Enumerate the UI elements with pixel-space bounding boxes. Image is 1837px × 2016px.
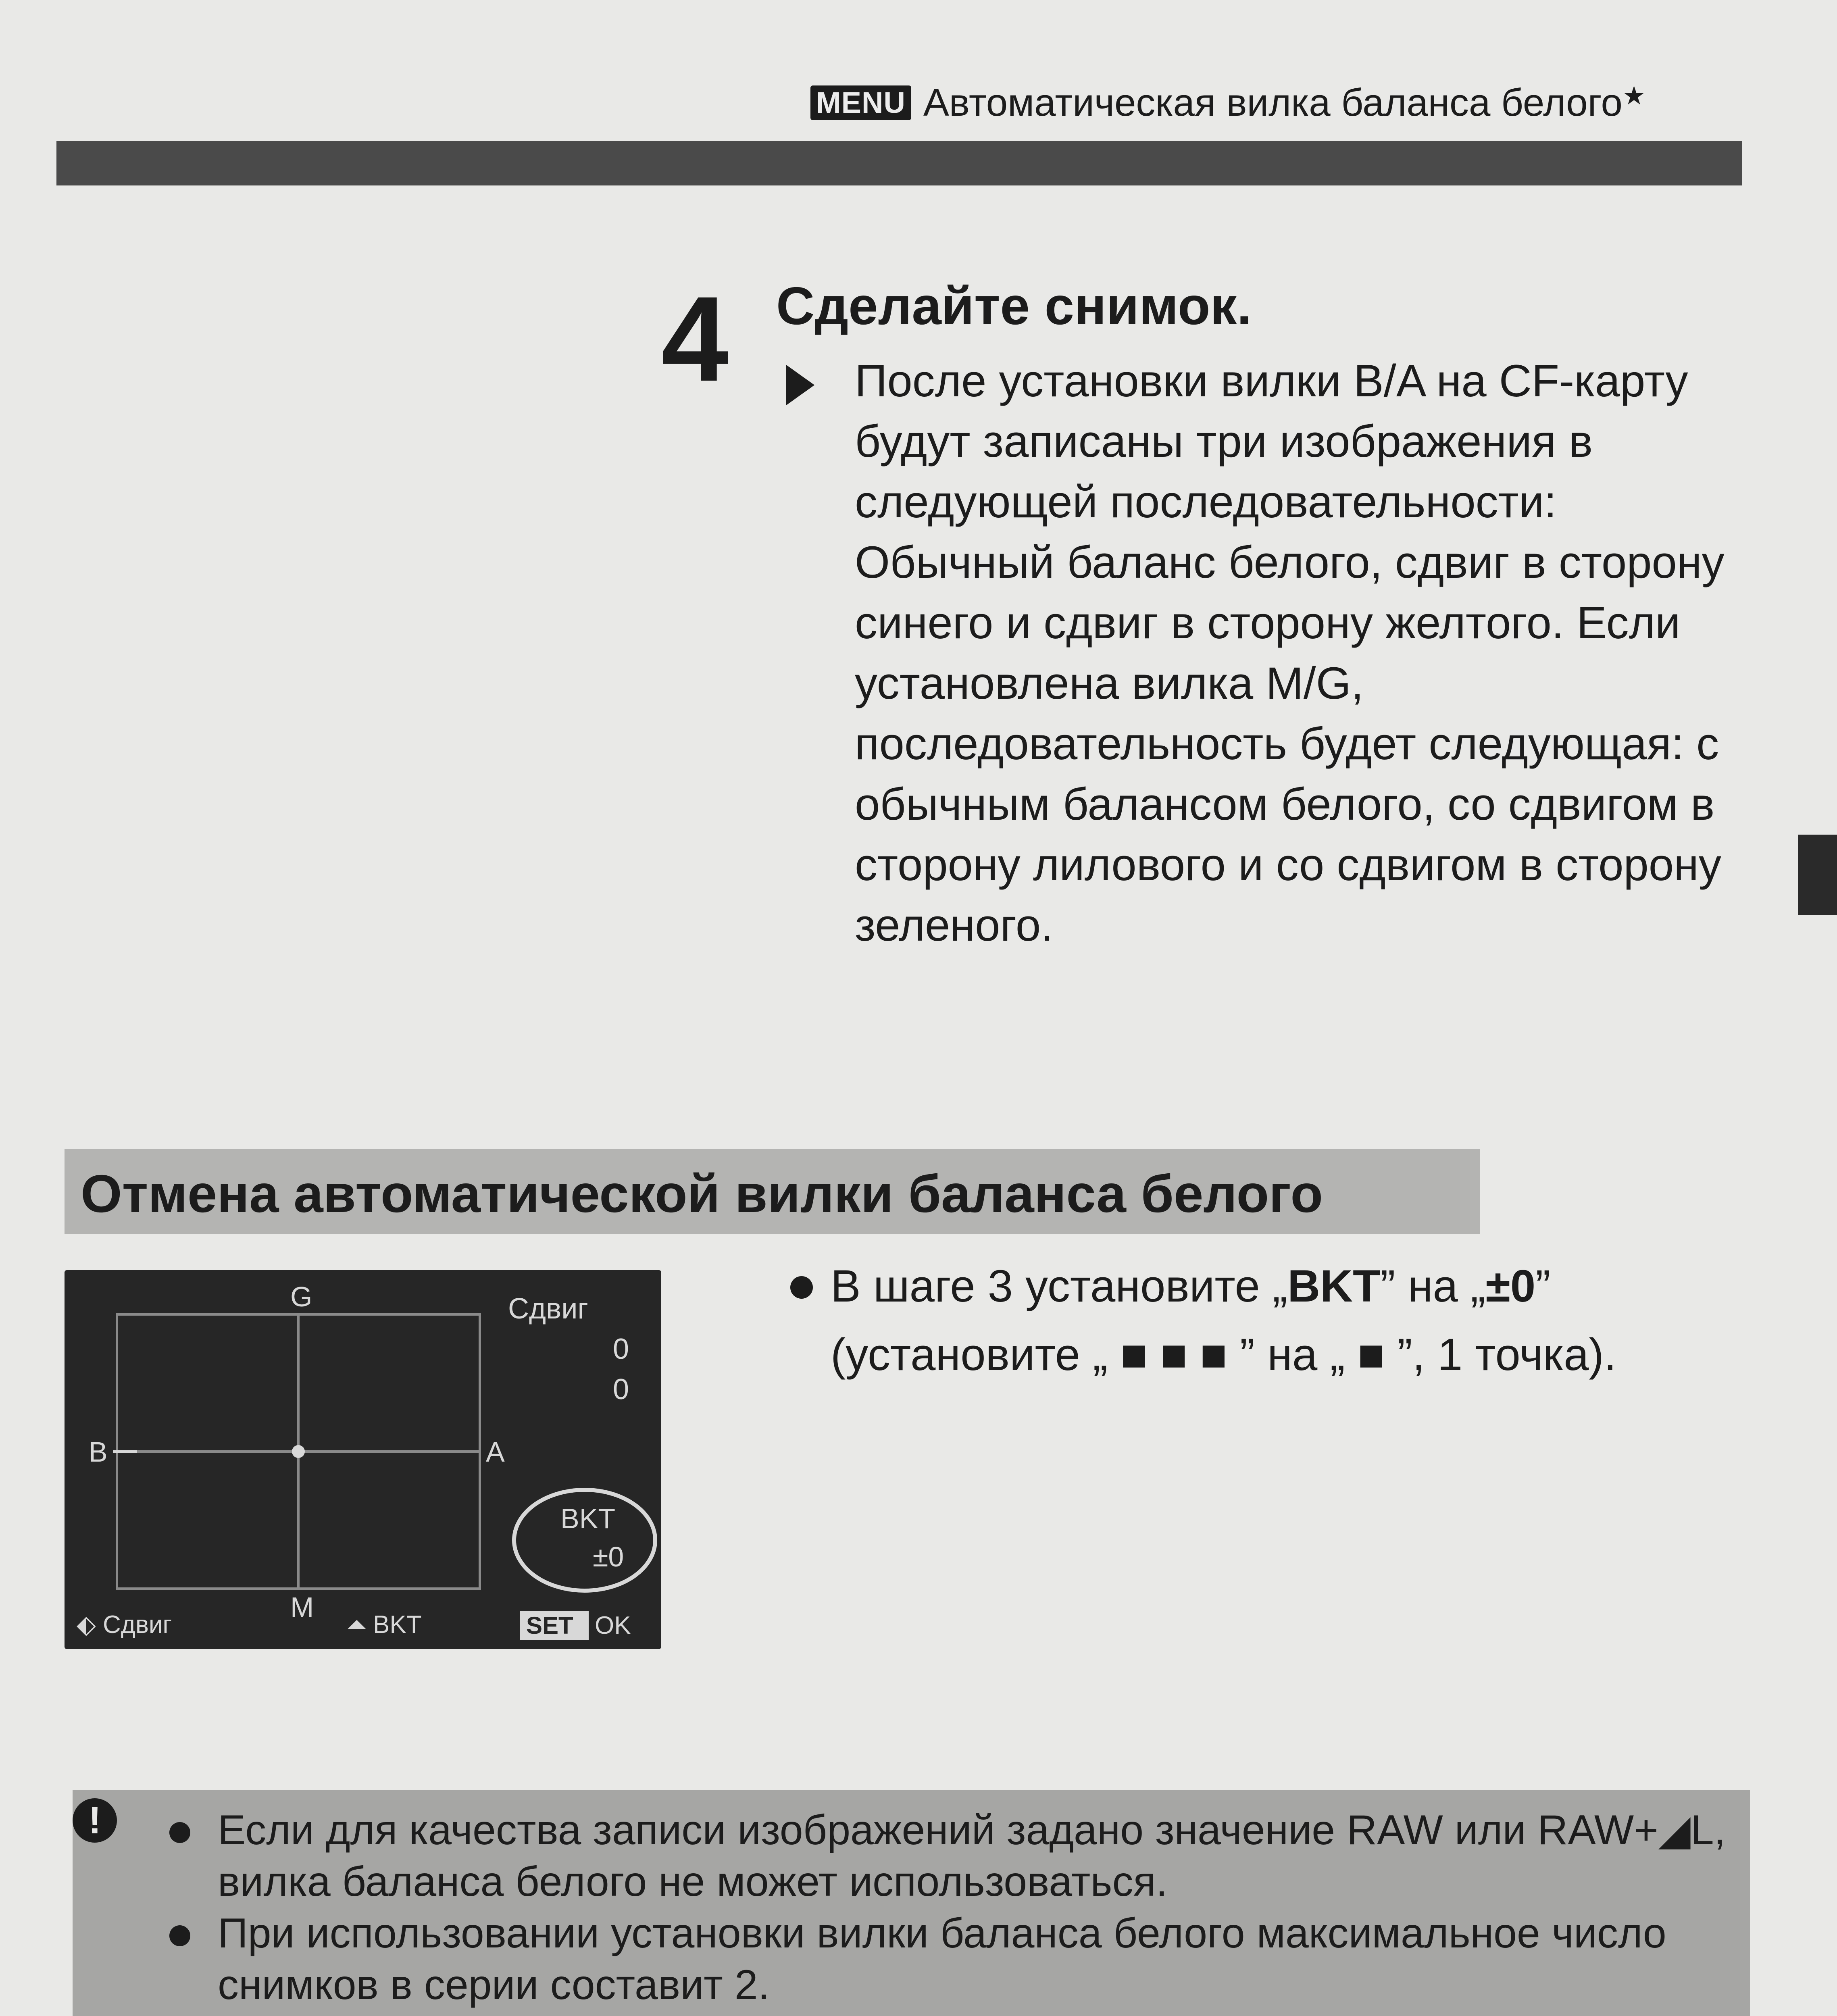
menu-icon: MENU [810,85,911,120]
caution-list [161,1804,1734,2011]
cancel-instruction: В шаге 3 установите „BKT” на „±0” (установите „ ■ ■ ■ ” на „ ■ ”, 1 точка). [831,1261,1616,1380]
section-heading [65,1149,1480,1234]
step-description: После установки вилки B/A на CF-карту будут записаны три изображения в следующей последовательности: Обычный баланс белого, сдвиг в сторону синего и сдвиг в сторону желтого. Если установлена вилка M/G, последовательность будет следующая: с обычным балансом белого, со сдвигом в сторону лилового и со сдвигом в сторону зеленого. [855,356,1725,950]
arrow-right-icon [786,365,814,405]
star-icon: ★ [1622,81,1646,110]
step-title: Сделайте снимок. [776,276,1252,335]
footer-shift: Сдвиг [103,1611,172,1639]
footer-ok: OK [595,1612,631,1639]
bullet-icon [790,1276,813,1299]
axis-label-m: M [290,1591,314,1623]
caution-item: При использовании установки вилки баланса белого максимальное число снимков в серии составит 2. [161,1908,1734,2011]
bkt-label: BKT [560,1503,616,1534]
header-title: Автоматическая вилка баланса белого★ [923,81,1646,124]
caution-icon: ! [73,1798,117,1843]
dial-icon: ⬖ [77,1611,96,1639]
header-bar [56,141,1742,185]
axis-label-g: G [290,1281,312,1312]
dial-wheel-icon: ⏶ [347,1611,367,1639]
caution-item: Если для качества записи изображений задано значение RAW или RAW+◢L, вилка баланса белого не может использоваться. [161,1804,1734,1908]
chapter-tab [1798,835,1837,915]
section-heading-text: Отмена автоматической вилки баланса белого [81,1164,1323,1223]
step-number: 4 [661,271,729,406]
wb-point [292,1445,305,1458]
page-header [810,77,1645,129]
footer-set: SET [526,1612,573,1639]
camera-screen-image [65,1270,661,1649]
shift-value-1: 0 [613,1333,629,1365]
footer-bkt: BKT [373,1611,422,1639]
bkt-value: ±0 [593,1541,624,1572]
axis-label-a: A [486,1436,505,1468]
shift-label: Сдвиг [508,1293,588,1325]
axis-label-b: B [89,1436,108,1468]
shift-value-2: 0 [613,1373,629,1406]
